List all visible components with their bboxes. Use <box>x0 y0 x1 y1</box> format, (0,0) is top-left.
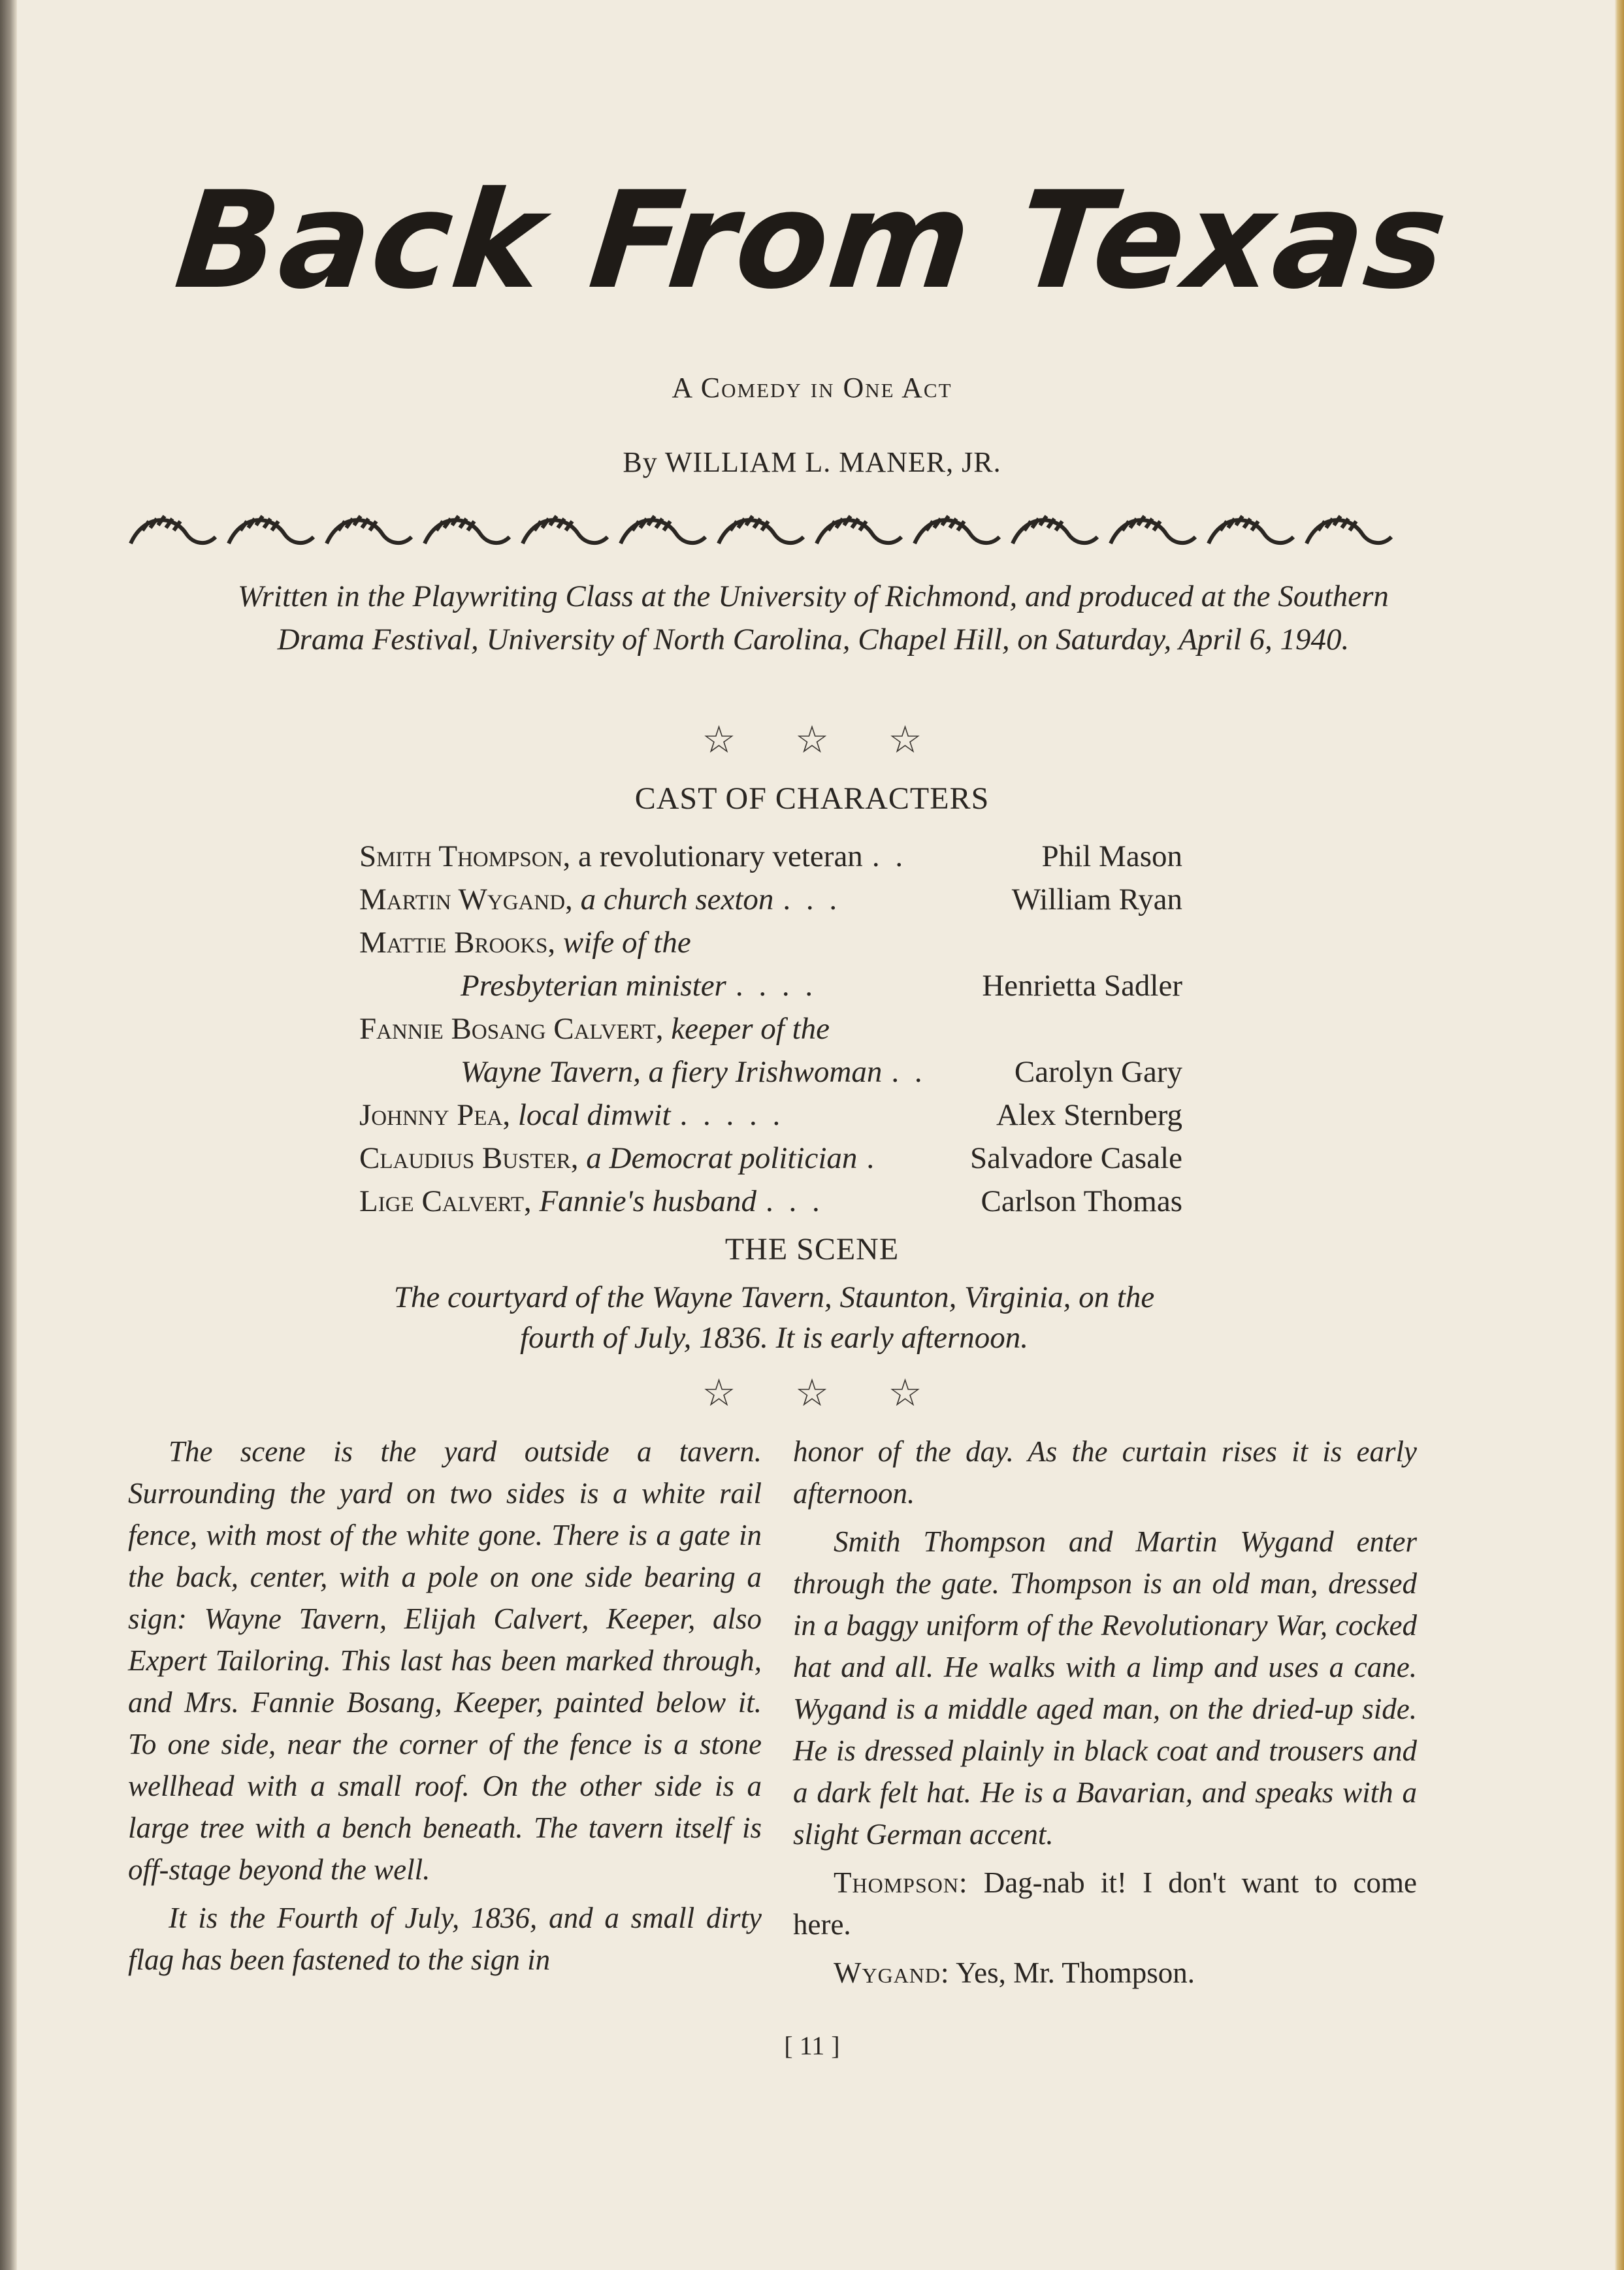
actor-name: Carlson Thomas <box>981 1184 1182 1218</box>
cast-row <box>359 1137 1182 1180</box>
cast-row <box>359 921 1182 964</box>
vine-leaf <box>648 516 655 525</box>
star-icon: ☆ <box>888 719 922 761</box>
character-desc: wife of the <box>555 926 691 960</box>
vine-leaf <box>828 521 835 530</box>
cast-row <box>359 835 1182 878</box>
character-desc: a Democrat politician <box>578 1141 858 1175</box>
vine-curl <box>1111 520 1195 543</box>
stage-direction-continuation: honor of the day. As the curtain rises it is early afternoon. <box>793 1435 1417 1510</box>
author-byline: By WILLIAM L. MANER, JR. <box>623 446 1001 478</box>
cast-row <box>359 1094 1182 1137</box>
vine-leaf <box>534 521 541 530</box>
scene-description: The courtyard of the Wayne Tavern, Staunton, Virginia, on the fourth of July, 1836. It is early afternoon. <box>393 1280 1155 1355</box>
star-icon: ☆ <box>795 1372 829 1414</box>
dialogue-text: Yes, Mr. Thompson. <box>949 1956 1195 1989</box>
star-icon: ☆ <box>702 719 736 761</box>
cast-row <box>359 1050 1182 1094</box>
star-divider-bottom <box>0 1370 1624 1415</box>
actor-name: William Ryan <box>1011 883 1182 916</box>
actor-name: Salvadore Casale <box>970 1141 1182 1175</box>
leader-dots: . . . . . <box>679 1098 785 1132</box>
vine-curl <box>425 520 510 543</box>
text-column-right <box>793 1431 1417 2000</box>
text-column-left <box>128 1431 762 1987</box>
character-name: Lige Calvert, <box>359 1184 532 1218</box>
vine-leaf <box>256 516 263 525</box>
leader-dots: . . . <box>783 883 841 916</box>
vine-leaf <box>354 516 361 525</box>
decorative-vine-border <box>124 511 1408 557</box>
vine-leaf <box>1040 516 1047 525</box>
vine-curl <box>327 520 412 543</box>
play-subtitle: A Comedy in One Act <box>672 372 952 404</box>
vine-curl <box>523 520 608 543</box>
leader-dots: . . . . <box>735 969 817 1003</box>
character-desc: keeper of the <box>663 1012 830 1046</box>
character-desc: local dimwit <box>510 1098 671 1132</box>
character-desc: Presbyterian minister <box>461 969 726 1003</box>
vine-leaf <box>1236 516 1242 525</box>
dialogue-line <box>793 1862 1417 1945</box>
vine-leaf <box>1220 521 1227 530</box>
character-name: Claudius Buster, <box>359 1141 579 1175</box>
vine-curl <box>719 520 804 543</box>
character-name: Smith Thompson, <box>359 839 571 873</box>
leader-dots: . . . <box>765 1184 824 1218</box>
character-desc: Fannie's husband <box>531 1184 756 1218</box>
vine-leaf <box>158 516 165 525</box>
vine-leaf <box>550 516 557 525</box>
vine-leaf <box>1138 516 1145 525</box>
character-desc: Wayne Tavern, a fiery Irishwoman <box>461 1055 883 1089</box>
vine-leaf <box>746 516 753 525</box>
character-name: Fannie Bosang Calvert, <box>359 1012 664 1046</box>
star-icon: ☆ <box>795 719 829 761</box>
star-icon: ☆ <box>702 1372 736 1414</box>
character-desc: a church sexton <box>572 883 774 916</box>
vine-leaf <box>452 516 459 525</box>
stage-direction-paragraph: It is the Fourth of July, 1836, and a small dirty flag has been fastened to the sign in <box>128 1902 762 1976</box>
cast-list <box>359 835 1182 1223</box>
vine-curl <box>621 520 706 543</box>
cast-row <box>359 964 1182 1007</box>
vine-leaf <box>632 521 639 530</box>
dialogue-text: Dag-nab it! I don't want to come here. <box>793 1866 1417 1941</box>
actor-name: Alex Sternberg <box>996 1098 1182 1132</box>
star-divider-top <box>0 717 1624 762</box>
speaker-name: Thompson: <box>834 1866 968 1899</box>
vine-leaf <box>942 516 949 525</box>
character-name: Martin Wygand, <box>359 883 573 916</box>
page-edge <box>1615 0 1624 2270</box>
vine-leaf <box>730 521 737 530</box>
leader-dots: . . <box>871 839 907 873</box>
vine-leaf <box>240 521 247 530</box>
scene-heading: THE SCENE <box>724 1232 900 1267</box>
leader-dots: . <box>866 1141 879 1175</box>
cast-row <box>359 878 1182 921</box>
character-name: Mattie Brooks, <box>359 926 556 960</box>
cast-heading: CAST OF CHARACTERS <box>634 781 990 816</box>
vine-leaf <box>436 521 443 530</box>
character-name: Johnny Pea, <box>359 1098 511 1132</box>
dialogue-line <box>793 1952 1417 1994</box>
speaker-name: Wygand: <box>834 1956 950 1989</box>
vine-leaf <box>1122 521 1129 530</box>
vine-curl <box>1013 520 1097 543</box>
actor-name: Henrietta Sadler <box>982 969 1182 1003</box>
star-icon: ☆ <box>888 1372 922 1414</box>
page-number: [ 11 ] <box>784 2031 840 2060</box>
vine-leaf <box>844 516 851 525</box>
vine-curl <box>229 520 314 543</box>
vine-curl <box>915 520 999 543</box>
cast-row <box>359 1007 1182 1050</box>
actor-name: Phil Mason <box>1041 839 1182 873</box>
vine-leaf <box>338 521 345 530</box>
vine-curl <box>131 520 216 543</box>
cast-row <box>359 1180 1182 1223</box>
production-note: Written in the Playwriting Class at the University of Richmond, and produced at the Southern Drama Festival, University of North Carolina, Chapel Hill, on Saturday, April 6, 1940. <box>238 579 1389 657</box>
vine-curl <box>1209 520 1293 543</box>
character-desc: a revolutionary veteran <box>570 839 863 873</box>
vine-leaf <box>926 521 933 530</box>
vine-curl <box>1307 520 1391 543</box>
vine-leaf <box>1318 521 1325 530</box>
actor-name: Carolyn Gary <box>1014 1055 1182 1089</box>
stage-direction-paragraph: The scene is the yard outside a tavern. Surrounding the yard on two sides is a white rail fence, with most of the white gone. There is a gate in the back, center, with a pole on one side bearing a sign: Wayne Tavern, Elijah Calvert, Keeper, also Expert Tailoring. This last has been marked through, and Mrs. Fannie Bosang, Keeper, painted below it. To one side, near the corner of the fence is a stone wellhead with a small roof. On the other side is a large tree with a bench beneath. The tavern itself is off-stage beyond the well. <box>128 1435 762 1886</box>
stage-direction-paragraph: Smith Thompson and Martin Wygand enter through the gate. Thompson is an old man, dressed in a baggy uniform of the Revolutionary War, cocked hat and all. He walks with a limp and uses a cane. Wygand is a middle aged man, on the dried-up side. He is dressed plainly in black coat and trousers and a dark felt hat. He is a Bavarian, and speaks with a slight German accent. <box>793 1525 1417 1851</box>
page-gutter-shadow <box>0 0 17 2270</box>
vine-leaf <box>1024 521 1031 530</box>
play-title: Back From Texas <box>169 163 1455 319</box>
vine-curl <box>817 520 901 543</box>
leader-dots: . . <box>891 1055 926 1089</box>
vine-leaf <box>142 521 149 530</box>
vine-leaf <box>1334 516 1340 525</box>
